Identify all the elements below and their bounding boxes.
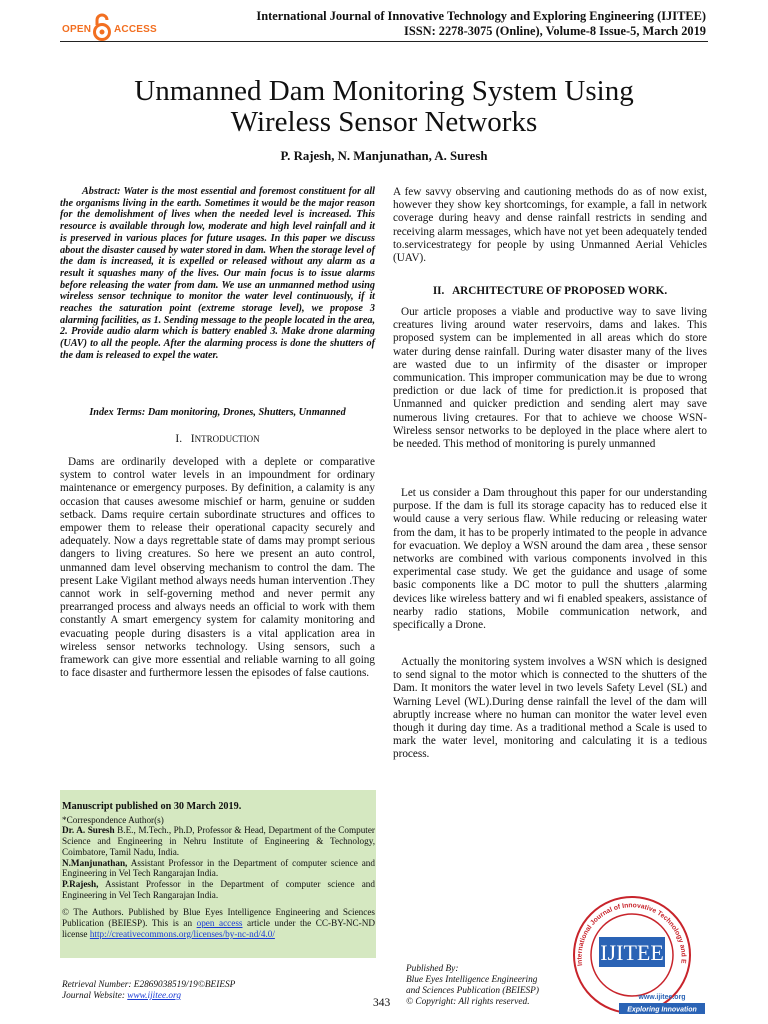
paper-title: [60, 76, 708, 138]
open-access-logo-open: OPEN: [62, 24, 92, 35]
right-paragraph-4: Actually the monitoring system involves a WSN which is designed to send signal to the motor which is connected to the shutters of the Dam. It monitors the water level in two levels Safety Level (SL) and Warning Level (WL).During dense rainfall the level of the dam will abruptly increase where no human can monitor the water level even though it during day time. As a traditional method a Scale is used to mark the water level, monitoring and calculating it is a tedious process.: [393, 656, 707, 761]
badge-acronym: IJITEE: [600, 940, 664, 965]
retrieval-number: Retrieval Number: E2869038519/19©BEIESP: [62, 980, 236, 990]
ijitee-badge-logo: [557, 887, 707, 1017]
author-rajesh: [62, 879, 375, 900]
publisher-name-2: and Sciences Publication (BEIESP): [406, 986, 539, 996]
paper-title-line2: Wireless Sensor Networks: [230, 106, 538, 138]
paper-title-line1: Unmanned Dam Monitoring System Using: [134, 75, 634, 107]
right-paragraph-3: Let us consider a Dam throughout this paper for our understanding purpose. If the dam is full its storage capacity has to reduced else it would cause a very serious flaw. While reducing or releasing water from the dam, it has to be properly intimated to the people in advance for evacuation. We deploy a WSN around the dam area , these sensor networks are combined with various components involved in this experimental case study. We get the guidance and usage of some basic components like a DC motor to pull the shutters ,alarming devices like wireless battery and wi fi enabled speakers, assistance of nearby radio stations, Mobile communication network, and specifically a Drone.: [393, 487, 707, 632]
journal-name: International Journal of Innovative Technology and Exploring Engineering (IJITEE): [256, 9, 706, 23]
license-text: © The Authors. Published by Blue Eyes Intelligence Engineering and Sciences Publication (BEIESP). This is an open access article under the CC-BY-NC-ND license http://creativecommons.org/licenses/by-nc-nd/4.0/: [62, 907, 375, 939]
abstract: Abstract: Water is the most essential and foremost constituent for all the organisms living in the earth. Sometimes it would be the major reason for the demolishment of lives when the needed level is increased. This resource is available through low, moderate and high level rainfall and it is preserved in various places for future usages. In this paper we discuss about the disaster caused by water stored in dam. When the storage level of the dam is increased, it is expelled or released without any alarm as a result it squashes many of the lives. Our main focus is to issue alarms before releasing the water from dam. We use an unmanned method using wireless sensor technique to monitor the water level continuously, if it reaches the saturation point (extreme storage level), we propose 3 alarming facilities, as 1. Sending message to the people located in the area, 2. Provide audio alarm which is battery enabled 3. Make drone alarming (UAV) to all the people. After the alarming process is done the shutters of the dam is released to expel the water.: [60, 186, 375, 361]
right-paragraph-2: Our article proposes a viable and productive way to save living creatures living around water reservoirs, dams and lakes. This proposed system can be implemented in all areas which do store water during dense rainfall. During water disaster many of the lives are wasted due to un infirmity of the disaster or improper communication. This improper communication may be due to wrong prediction or due lack of time for prediction.it is proposed that Unmanned and quicker prediction and sending alert may save numerous living cretaures. For that to achieve we choose WSN-Wireless sensor networks to be deployed in the place where alert to be needed. This method of monitoring is purely unmanned: [393, 306, 707, 451]
badge-url: www.ijitee.org: [638, 994, 686, 1001]
publisher-name-1: Blue Eyes Intelligence Engineering: [406, 975, 538, 985]
section-heading-introduction: [60, 433, 375, 446]
index-terms: [60, 406, 375, 419]
journal-website: Journal Website: www.ijitee.org: [62, 991, 181, 1001]
padlock-icon: [92, 13, 112, 41]
open-access-link[interactable]: open access: [196, 918, 243, 929]
badge-ring-text: International Journal of Innovative Technology and E: [576, 902, 687, 967]
author-suresh-name: Dr. A. Suresh: [62, 825, 115, 836]
manuscript-published: Manuscript published on 30 March 2019.: [62, 801, 242, 812]
author-manjunathan: [62, 858, 375, 879]
section-title-first: I: [190, 433, 195, 445]
section-heading-architecture: II. ARCHITECTURE OF PROPOSED WORK.: [432, 285, 668, 297]
author-manjunathan-info: Assistant Professor in the Department of computer science and Engineering in Vel Tech Rangarajan India.: [62, 857, 375, 879]
author-rajesh-info: Assistant Professor in the Department of computer science and Engineering in Vel Tech Rangarajan India.: [62, 878, 375, 900]
ijitee-seal-icon: [557, 887, 707, 1017]
paper-authors: P. Rajesh, N. Manjunathan, A. Suresh: [280, 149, 488, 163]
publisher-label: Published By:: [406, 964, 459, 974]
manuscript-notes-box: [60, 790, 376, 958]
author-rajesh-name: P.Rajesh,: [62, 878, 99, 889]
author-suresh: [62, 825, 375, 857]
page-number: 343: [373, 997, 391, 1009]
author-manjunathan-name: N.Manjunathan,: [62, 857, 128, 868]
section-number: I.: [175, 433, 183, 445]
open-access-logo-access: ACCESS: [114, 24, 157, 35]
journal-website-link[interactable]: www.ijitee.org: [127, 991, 181, 1001]
correspondence-note: *Correspondence Author(s): [62, 814, 164, 825]
section-title-rest: NTRODUCTION: [194, 434, 260, 444]
introduction-body: Dams are ordinarily developed with a deplete or comparative system to control water levels in an impoundment for ordinary maintenance or emergency purposes. By definition, a calamity is any occasion that causes awesome mischief or harm, genuine or sudden setback. Dams require certain subordinate structures and offices to empower them to release their operational capacity securely and adequately. Now a days regrettable state of dams may prompt serious dangers to living creatures. So here we present an auto control, unmanned dam level observing mechanism to control the dam. The present Lake Vigilant method always needs human intervention .They cannot work in self-governing method and never permit any prearranged process and always needs an official to work with them constantly A smart emergency system for calamity monitoring and evacuating people during disasters is a vital application area in wireless sensor networks technology. Using sensors, such a framework can give more essential and reliable warning to all going to face disaster and furthermore lessen the episodes of false cautions.: [60, 456, 375, 680]
header-rule: [60, 41, 708, 42]
copyright-note: © Copyright: All rights reserved.: [406, 997, 530, 1007]
index-terms-label: Index Terms: [89, 407, 142, 418]
open-access-logo: [62, 10, 172, 44]
right-paragraph-1: A few savvy observing and cautioning methods do as of now exist, however they show key shortcomings, for example, a fall in network coverage during heavy and dense rainfall restricts in sending and receiving alarm messages, which have not yet been adequately tended to.servicestrategy for people by using Unmanned Aerial Vehicles (UAV).: [393, 186, 707, 265]
footer-left: [62, 980, 235, 1002]
publisher-info: [406, 964, 539, 1008]
badge-tagline: Exploring Innovation: [627, 1006, 697, 1014]
index-terms-value: : Dam monitoring, Drones, Shutters, Unmanned: [141, 407, 346, 418]
journal-header: [256, 9, 706, 38]
license-link[interactable]: http://creativecommons.org/licenses/by-nc-nd/4.0/: [89, 928, 275, 939]
author-suresh-info: B.E., M.Tech., Ph.D, Professor & Head, Department of the Computer Science and Engineering in Nehru Institute of Engineering & Technology, Coimbatore, Tamil Nadu, India.: [62, 825, 375, 857]
journal-issn: ISSN: 2278-3075 (Online), Volume-8 Issue-5, March 2019: [404, 23, 706, 38]
